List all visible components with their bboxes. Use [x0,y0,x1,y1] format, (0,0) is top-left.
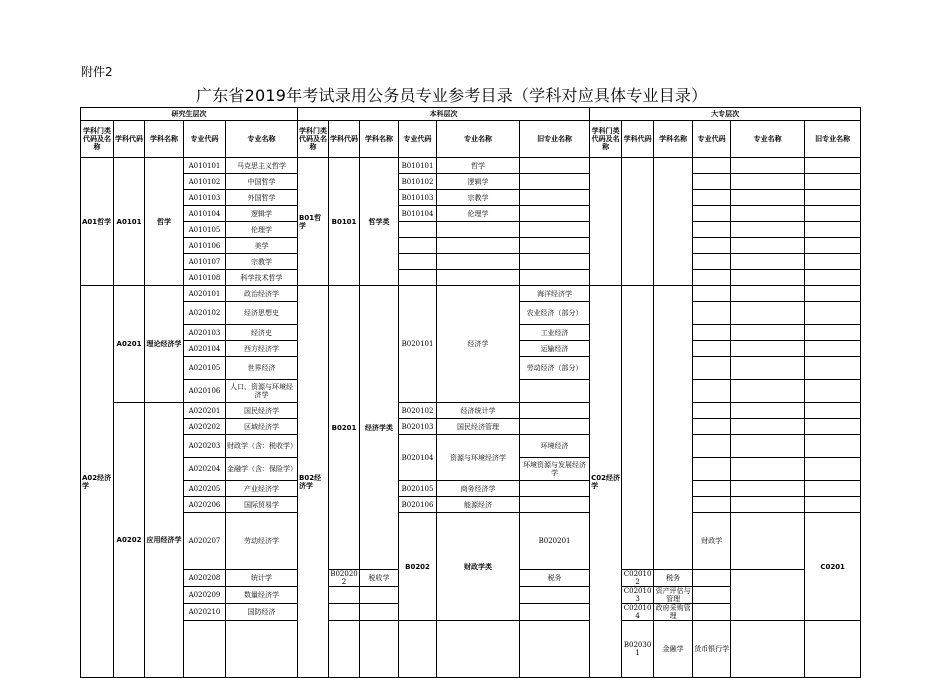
grad-major-name-cell: 国民经济学 [226,403,298,419]
ug-major-code-cell [399,270,437,286]
ug-discipline-code-cell [437,621,520,678]
junior-major-code-cell [693,380,731,403]
col-header-major-name: 专业名称 [226,121,298,158]
table-row [81,419,861,435]
ug-major-code-cell: B020104 [399,435,437,481]
ug-major-name-cell: 宗教学 [437,190,520,206]
grad-major-name-cell: 统计学 [226,570,298,587]
spreadsheet [80,107,851,657]
table-row [81,403,861,419]
ug-major-name-cell: 资源与环境经济学 [437,435,520,481]
junior-major-name-cell: 资产评估与管理 [655,587,691,603]
grad-major-name-cell: 数量经济学 [226,587,298,604]
junior-old-name-cell [805,419,861,435]
col-header-category: 学科门类代码及名称 [81,121,114,158]
junior-major-name-cell [731,341,805,357]
page-title: 广东省2019年考试录用公务员专业参考目录（学科对应具体专业目录） [196,86,708,105]
junior-major-code-cell [693,286,731,302]
junior-level-header: 大专层次 [590,108,861,121]
col-header-major-code: 专业代码 [184,121,226,158]
ug-discipline-code-cell: B0201 [329,286,360,570]
ug-category-cell: B01哲学 [298,158,329,286]
ug-old-name-cell: 劳动经济（部分） [520,357,590,380]
junior-discipline-code-cell [805,621,861,678]
junior-major-code-cell [693,481,731,497]
ug-old-name-cell [520,174,590,190]
table-row [81,497,861,513]
col-header-category: 学科门类代码及名称 [590,121,622,158]
junior-major-code-cell [693,206,731,222]
grad-major-code-cell: A020210 [184,604,226,621]
ug-major-code-cell: B020101 [399,286,437,403]
junior-major-code-cell [693,190,731,206]
ug-major-name-cell: 国民经济管理 [437,419,520,435]
ug-old-name-cell [520,222,590,238]
junior-old-name-cell [805,222,861,238]
junior-old-name-cell [805,341,861,357]
junior-major-name-cell [731,190,805,206]
grad-major-code-cell: A010108 [184,270,226,286]
junior-major-code-cell: C020102 [622,570,654,587]
ug-major-name-cell [360,587,399,604]
junior-major-name-cell [731,286,805,302]
junior-major-name-cell: 政府采购管理 [655,604,691,620]
grad-major-name-cell: 劳动经济学 [226,513,298,570]
ug-old-name-cell [520,238,590,254]
grad-major-name-cell: 财政学（含：税收学） [226,435,298,458]
col-header-discipline-code: 学科代码 [622,121,654,158]
grad-major-name-cell: 科学技术哲学 [226,270,298,286]
grad-major-name-cell: 国防经济 [226,604,298,621]
ug-major-code-cell: B010103 [399,190,437,206]
grad-major-code-cell: A020105 [184,357,226,380]
grad-category-cell: A02经济学 [81,286,114,678]
ug-old-name-cell [520,419,590,435]
col-header-major-name: 专业名称 [437,121,520,158]
grad-major-name-cell: 外国哲学 [226,190,298,206]
table-row [81,206,861,222]
junior-major-name-cell [731,158,805,174]
ug-old-name-cell: 税务 [520,570,590,587]
grad-major-code-cell: A020104 [184,341,226,357]
junior-major-name-cell [731,238,805,254]
junior-major-name-cell [731,497,805,513]
grad-major-name-cell: 世界经济 [226,357,298,380]
col-header-discipline-name: 学科名称 [360,121,399,158]
ug-major-name-cell [437,222,520,238]
grad-major-name-cell: 逻辑学 [226,206,298,222]
col-header-discipline-code: 学科代码 [329,121,360,158]
grad-major-name-cell: 美学 [226,238,298,254]
junior-major-name-cell [731,435,805,458]
major-catalog-table [80,107,861,678]
attachment-label: 附件2 [81,65,113,79]
grad-major-code-cell: A010105 [184,222,226,238]
ug-major-name-cell: 财政学 [693,513,731,570]
junior-old-name-cell [805,403,861,419]
junior-old-name-cell [805,206,861,222]
ug-discipline-name-cell: 经济学类 [360,286,399,570]
table-row [81,190,861,206]
junior-major-name-cell [731,380,805,403]
junior-old-name-cell [693,570,731,587]
ug-major-name-cell: 能源经济 [437,497,520,513]
junior-old-name-cell [805,286,861,302]
junior-old-name-cell [805,497,861,513]
ug-major-code-cell: B020301 [622,621,654,678]
col-header-category: 学科门类代码及名称 [298,121,329,158]
junior-major-code-cell [693,435,731,458]
grad-major-code-cell: A010104 [184,206,226,222]
ug-major-name-cell: 商务经济学 [437,481,520,497]
ug-major-name-cell [437,238,520,254]
grad-major-code-cell: A020106 [184,380,226,403]
grad-discipline-name-cell: 理论经济学 [145,286,184,403]
junior-discipline-name-cell [654,286,693,570]
junior-old-name-cell [805,458,861,481]
junior-old-name-cell [805,270,861,286]
junior-major-name-cell [731,270,805,286]
junior-old-name-cell [805,435,861,458]
junior-major-code-cell [693,158,731,174]
table-row [81,286,861,302]
table-row [81,222,861,238]
ug-major-code-cell: B010104 [399,206,437,222]
grad-major-name-cell: 伦理学 [226,222,298,238]
junior-major-name-cell [731,481,805,497]
table-row [81,254,861,270]
junior-major-code-cell [693,458,731,481]
table-row [81,238,861,254]
ug-major-name-cell [360,604,399,621]
grad-major-code-cell: A020201 [184,403,226,419]
grad-major-code-cell: A020101 [184,286,226,302]
junior-old-name-cell [805,190,861,206]
col-header-major-code: 专业代码 [399,121,437,158]
junior-old-name-cell [805,481,861,497]
ug-major-code-cell [399,238,437,254]
ug-old-name-cell: 环境资源与发展经济学 [520,458,590,481]
grad-major-name-cell: 西方经济学 [226,341,298,357]
table-row [81,621,861,678]
ug-major-name-cell: 伦理学 [437,206,520,222]
col-header-major-name: 专业名称 [731,121,805,158]
junior-discipline-code-cell: C0201 [805,513,861,621]
grad-discipline-code-cell: A0201 [114,286,145,403]
ug-old-name-cell [520,497,590,513]
ug-discipline-code-cell: B0202 [399,513,437,621]
ug-major-code-cell [329,587,360,604]
ug-old-name-cell: 海洋经济学 [520,286,590,302]
junior-major-code-cell [693,302,731,325]
ug-discipline-name-cell: 财政学类 [437,513,520,621]
ug-major-code-cell: B020102 [399,403,437,419]
col-header-old-major-name: 旧专业名称 [520,121,590,158]
grad-major-code-cell: A020102 [184,302,226,325]
col-header-discipline-name: 学科名称 [654,121,693,158]
ug-old-name-cell: 农业经济（部分） [520,302,590,325]
junior-major-name-cell [731,254,805,270]
junior-category-cell [590,158,622,286]
grad-major-code-cell: A010103 [184,190,226,206]
ug-major-code-cell: B010102 [399,174,437,190]
junior-major-code-cell [693,357,731,380]
junior-discipline-code-cell [622,286,654,570]
junior-major-code-cell [693,270,731,286]
ug-major-code-cell [329,604,360,621]
junior-major-name-cell [731,174,805,190]
junior-major-code-cell [693,174,731,190]
ug-major-name-cell: 逻辑学 [437,174,520,190]
ug-major-name-cell: 经济统计学 [437,403,520,419]
ug-major-code-cell: B020201 [520,513,590,570]
junior-old-name-cell [805,238,861,254]
grad-major-code-cell: A010101 [184,158,226,174]
grad-major-code-cell: A020206 [184,497,226,513]
grad-major-name-cell: 宗教学 [226,254,298,270]
grad-major-code-cell: A020207 [184,513,226,570]
ug-old-name-cell [520,270,590,286]
ug-major-code-cell: B010101 [399,158,437,174]
junior-major-code-cell [693,325,731,341]
junior-old-name-cell [805,325,861,341]
junior-old-name-cell [805,302,861,325]
grad-major-name-cell: 政治经济学 [226,286,298,302]
grad-major-code-cell: A020103 [184,325,226,341]
grad-discipline-name-cell: 应用经济学 [145,403,184,678]
col-header-old-major-name: 旧专业名称 [805,121,861,158]
junior-major-name-cell [731,458,805,481]
grad-major-name-cell: 中国哲学 [226,174,298,190]
junior-old-name-cell [805,254,861,270]
ug-major-code-cell [399,254,437,270]
grad-discipline-code-cell [226,621,298,678]
grad-major-name-cell: 人口、资源与环境经济学 [226,380,298,403]
grad-major-code-cell: A010107 [184,254,226,270]
grad-major-name-cell: 经济史 [226,325,298,341]
ug-category-cell: B02经济学 [298,286,329,678]
ug-old-name-cell [520,587,590,604]
ug-old-name-cell [520,481,590,497]
junior-major-code-cell: C020103 [622,587,654,604]
level-header-row [81,108,861,121]
grad-category-cell: A01哲学 [81,158,114,286]
grad-major-name-cell: 经济思想史 [226,302,298,325]
grad-major-code-cell: A020203 [184,435,226,458]
ug-old-name-cell [520,158,590,174]
junior-major-name-cell: 税务 [654,570,693,587]
ug-major-code-cell: B020103 [399,419,437,435]
grad-category-cell [184,621,226,678]
junior-discipline-name-cell [654,158,693,286]
ug-major-code-cell: B020105 [399,481,437,497]
grad-major-code-cell: A020202 [184,419,226,435]
junior-major-code-cell [693,497,731,513]
ug-major-name-cell: 税收学 [360,570,399,587]
junior-major-code-cell [693,419,731,435]
ug-major-name-cell [437,270,520,286]
grad-discipline-code-cell: A0202 [114,403,145,678]
grad-major-code-cell: A010102 [184,174,226,190]
col-header-major-code: 专业代码 [693,121,731,158]
junior-discipline-code-cell [622,158,654,286]
junior-major-name-cell [731,302,805,325]
grad-major-name-cell: 金融学（含：保险学） [226,458,298,481]
junior-major-name-cell [731,357,805,380]
junior-major-code-cell: C020104 [622,604,654,621]
table-row [81,270,861,286]
junior-major-name-cell [731,222,805,238]
col-header-discipline-code: 学科代码 [114,121,145,158]
grad-major-name-cell: 国际贸易学 [226,497,298,513]
ug-major-code-cell [399,222,437,238]
grad-major-name-cell: 区域经济学 [226,419,298,435]
column-header-row [81,121,861,158]
grad-major-name-cell: 产业经济学 [226,481,298,497]
junior-major-name-cell [731,206,805,222]
junior-old-name-cell [805,380,861,403]
ug-old-name-cell [520,206,590,222]
grad-discipline-name-cell: 哲学 [145,158,184,286]
junior-major-name-cell [731,403,805,419]
ug-old-name-cell [520,254,590,270]
table-row [81,481,861,497]
ug-discipline-name-cell: 哲学类 [360,158,399,286]
ug-old-name-cell: 工业经济 [520,325,590,341]
table-row [81,158,861,174]
ug-major-code-cell: B020106 [399,497,437,513]
col-header-discipline-name: 学科名称 [145,121,184,158]
ug-old-name-cell: 货币银行学 [693,621,731,678]
table-row [81,174,861,190]
grad-major-code-cell: A020209 [184,587,226,604]
ug-category-cell [399,621,437,678]
ug-discipline-code-cell: B0101 [329,158,360,286]
junior-category-cell [731,621,805,678]
junior-major-name-cell [731,325,805,341]
ug-discipline-name-cell [520,621,590,678]
grad-major-code-cell: A020208 [184,570,226,587]
table-row [81,435,861,458]
junior-category-cell: C02经济学 [590,286,622,678]
ug-old-name-cell [520,604,590,621]
grad-major-code-cell: A010106 [184,238,226,254]
ug-old-name-cell [520,190,590,206]
grad-major-code-cell [360,621,399,678]
graduate-level-header: 研究生层次 [81,108,298,121]
junior-major-code-cell [693,222,731,238]
grad-discipline-code-cell: A0101 [114,158,145,286]
ug-major-name-cell: 金融学 [654,621,693,678]
junior-major-code-cell [693,254,731,270]
undergrad-level-header: 本科层次 [298,108,590,121]
grad-major-code-cell: A020205 [184,481,226,497]
junior-old-name-cell [693,587,731,604]
grad-discipline-name-cell [329,621,360,678]
ug-major-name-cell: 经济学 [437,286,520,403]
junior-old-name-cell [805,174,861,190]
ug-major-code-cell: B020202 [330,570,358,586]
ug-old-name-cell [520,403,590,419]
ug-old-name-cell: 环境经济 [520,435,590,458]
ug-old-name-cell [731,513,805,570]
junior-major-code-cell [693,403,731,419]
table-row [81,513,861,570]
ug-major-name-cell: 哲学 [437,158,520,174]
ug-old-name-cell [520,380,590,403]
grad-major-code-cell: A020204 [184,458,226,481]
grad-major-name-cell: 马克思主义哲学 [226,158,298,174]
ug-old-name-cell: 运输经济 [520,341,590,357]
junior-major-name-cell [731,419,805,435]
junior-major-code-cell [693,238,731,254]
junior-old-name-cell [805,357,861,380]
junior-old-name-cell [693,604,731,621]
ug-major-name-cell [437,254,520,270]
junior-old-name-cell [805,158,861,174]
junior-major-code-cell [693,341,731,357]
